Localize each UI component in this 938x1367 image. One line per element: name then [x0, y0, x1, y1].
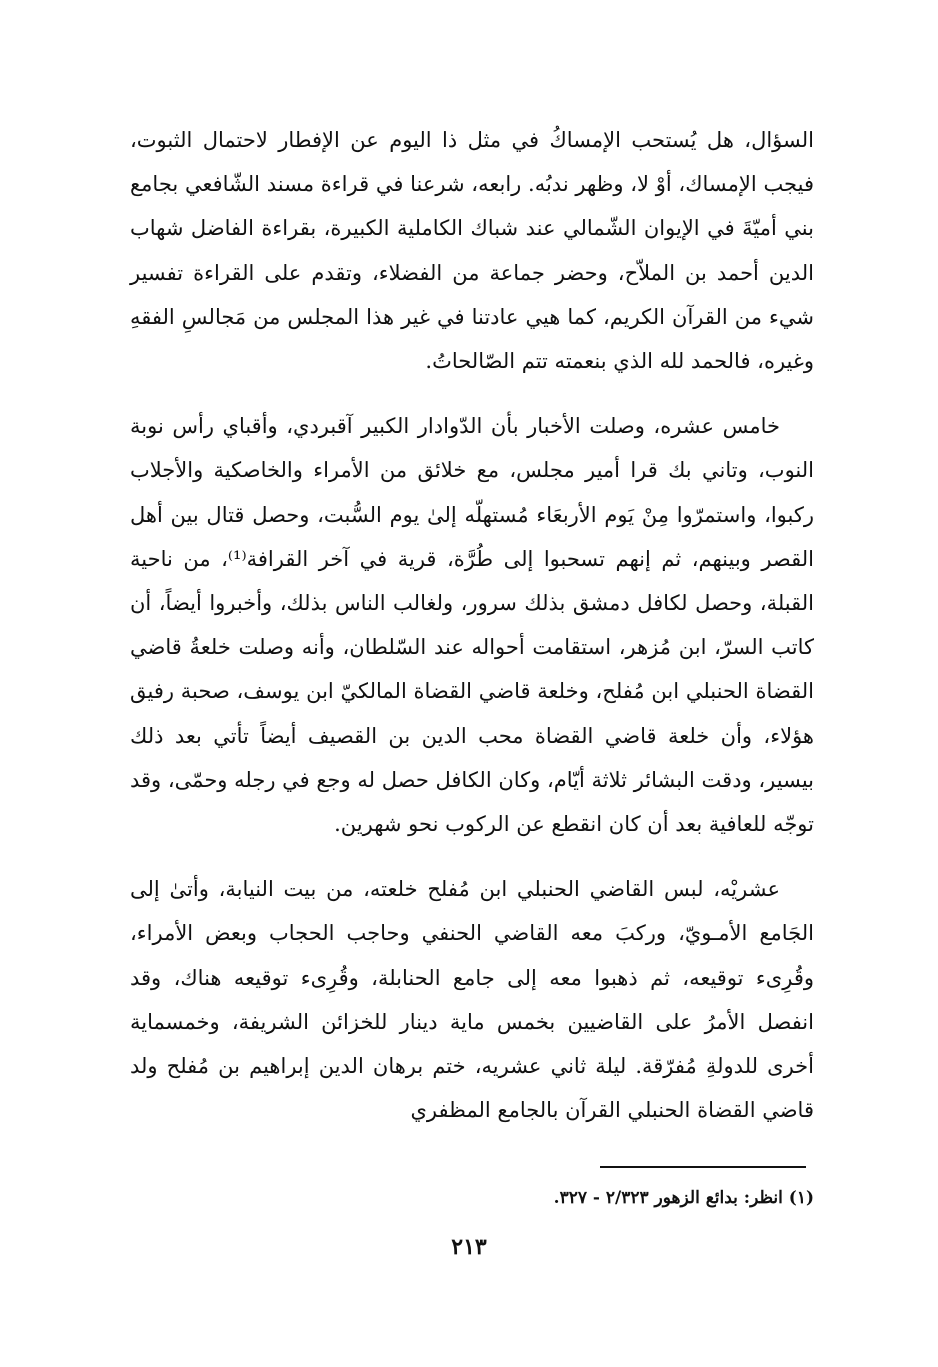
paragraph-3: عشريْه، لبس القاضي الحنبلي ابن مُفلح خلعته، من بيت النيابة، وأتىٰ إلى الجَامع الأمـويّ، وركبَ معه القاضي الحنفي وحاجب الحجاب وبعض الأمراء، وقُرِىء توقيعه، ثم ذهبوا معه إلى جامع الحنابلة، وقُرِىء توقيعه هناك، وقد انفصل الأمرُ على القاضيين بخمس ماية دينار للخزائن الشريفة، وخمسماية أخرى للدولةِ مُفرّقة. ليلة ثاني عشريه، ختم برهان الدين إبراهيم بن مُفلح ولد قاضي القضاة الحنبلي القرآن بالجامع المظفري [130, 877, 814, 1123]
page-body [130, 118, 814, 1132]
footnote: (١) انظر: بدائع الزهور ٢/٣٢٣ - ٣٢٧. [553, 1188, 814, 1208]
page-number: ٢١٣ [451, 1234, 487, 1260]
paragraph-1: السؤال، هل يُستحب الإمساكُ في مثل ذا اليوم عن الإفطار لاحتمال الثبوت، فيجب الإمساك، أوْ لا، وظهر ندبُه. رابعه، شرعنا في قراءة مسند الشّافعي بجامع بني أميّةَ في الإيوان الشّمالي عند شباك الكاملية الكبيرة، بقراءة الفاضل شهاب الدين أحمد بن الملاّح، وحضر جماعة من الفضلاء، وتقدم على القراءة تفسير شيء من القرآن الكريم، كما هيي عادتنا في غير هذا المجلس من مَجالسِ الفقهِ وغيره، فالحمد لله الذي بنعمته تتم الصّالحاتُ. [130, 128, 814, 374]
footnote-divider [600, 1166, 806, 1168]
paragraph-2: خامس عشره، وصلت الأخبار بأن الدّوادار الكبير آقبردي، وأقباي رأس نوبة النوب، وتاني بك قرا أمير مجلس، مع خلائق من الأمراء والخاصكية والأجلاب ركبوا، واستمرّوا مِنْ يَوم الأربعَاء مُستهلّه إلىٰ يوم السُّبت، وحصل قتال بين أهل القصر وبينهم، ثم إنهم تسحبوا إلى طُرَّة، قرية في آخر القرافة⁽¹⁾، من ناحية القبلة، وحصل لكافل دمشق بذلك سرور، ولغالب الناس بذلك، وأخبروا أيضاً، أن كاتب السرّ، ابن مُزهر، استقامت أحواله عند السّلطان، وأنه وصلت خلعةُ قاضي القضاة الحنبلي ابن مُفلح، وخلعة قاضي القضاة المالكيّ ابن يوسف، صحبة رفيق هؤلاء، وأن خلعة قاضي القضاة محب الدين بن القصيف أيضاً تأتي بعد ذلك بيسير، ودقت البشائر ثلاثة أيّام، وكان الكافل حصل له وجع في رجله وحمّى، وقد توجّه للعافية بعد أن كان انقطع عن الركوب نحو شهرين. [130, 414, 814, 837]
